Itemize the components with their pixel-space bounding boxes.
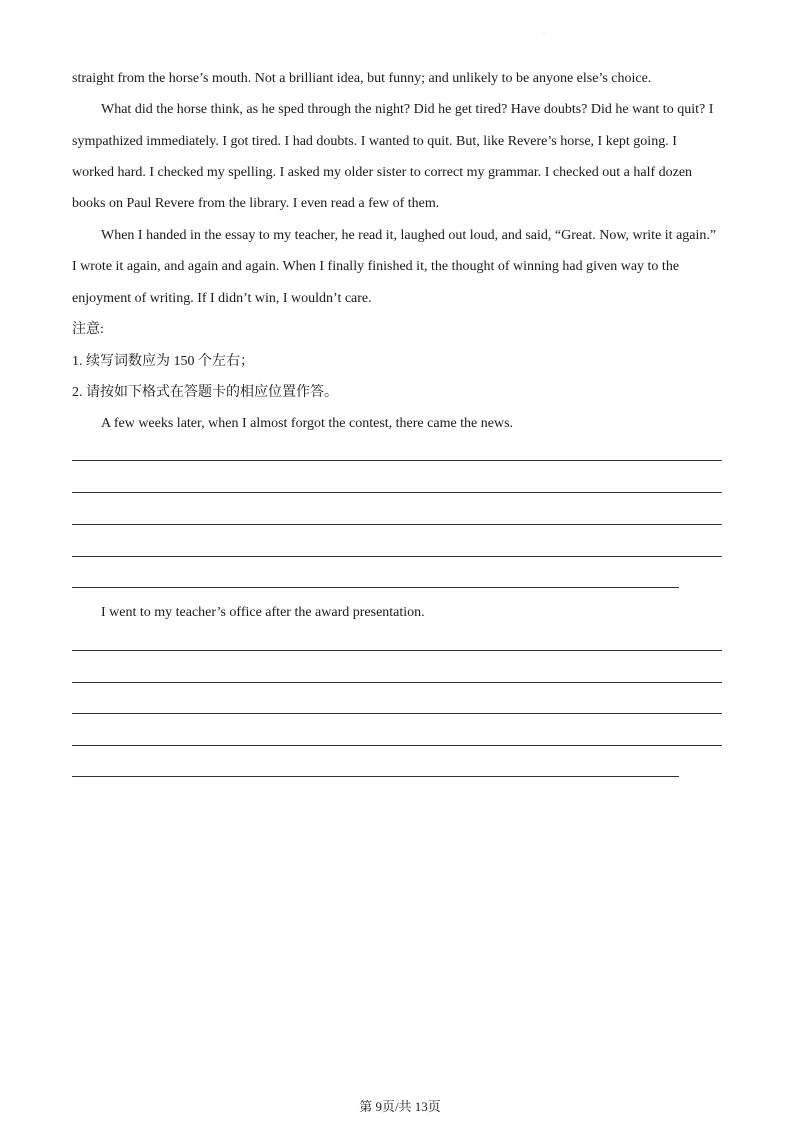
passage-line: worked hard. I checked my spelling. I asked my older sister to correct my grammar. I checked out a half dozen	[72, 165, 693, 180]
answer-line[interactable]	[72, 587, 679, 588]
passage-line: enjoyment of writing. If I didn’t win, I wouldn’t care.	[72, 291, 372, 306]
answer-line[interactable]	[72, 745, 722, 746]
answer-line[interactable]	[72, 682, 722, 683]
page-number: 第 9页/共 13页	[359, 1099, 441, 1114]
passage-line: straight from the horse’s mouth. Not a brilliant idea, but funny; and unlikely to be anyone else’s choice.	[72, 71, 652, 86]
passage-line: sympathized immediately. I got tired. I had doubts. I wanted to quit. But, like Revere’s horse, I kept going. I	[72, 134, 677, 149]
top-mark: ·	[543, 30, 545, 36]
passage-line: When I handed in the essay to my teacher, he read it, laughed out loud, and said, “Great. Now, write it again.”	[101, 228, 717, 243]
answer-line[interactable]	[72, 460, 722, 461]
answer-line[interactable]	[72, 556, 722, 557]
passage-line: books on Paul Revere from the library. I even read a few of them.	[72, 196, 440, 211]
note-item: 2. 请按如下格式在答题卡的相应位置作答。	[72, 385, 338, 400]
continuation-prompt-2: I went to my teacher’s office after the award presentation.	[101, 605, 425, 620]
notes-heading: 注意:	[72, 322, 104, 337]
answer-line[interactable]	[72, 713, 722, 714]
answer-line[interactable]	[72, 776, 679, 777]
continuation-prompt-1: A few weeks later, when I almost forgot the contest, there came the news.	[101, 416, 514, 431]
answer-line[interactable]	[72, 650, 722, 651]
answer-line[interactable]	[72, 524, 722, 525]
passage-line: I wrote it again, and again and again. When I finally finished it, the thought of winning had given way to the	[72, 259, 680, 274]
note-item: 1. 续写词数应为 150 个左右；	[72, 354, 254, 369]
answer-line[interactable]	[72, 492, 722, 493]
passage-line: What did the horse think, as he sped through the night? Did he get tired? Have doubts? Did he want to quit? I	[101, 102, 714, 117]
